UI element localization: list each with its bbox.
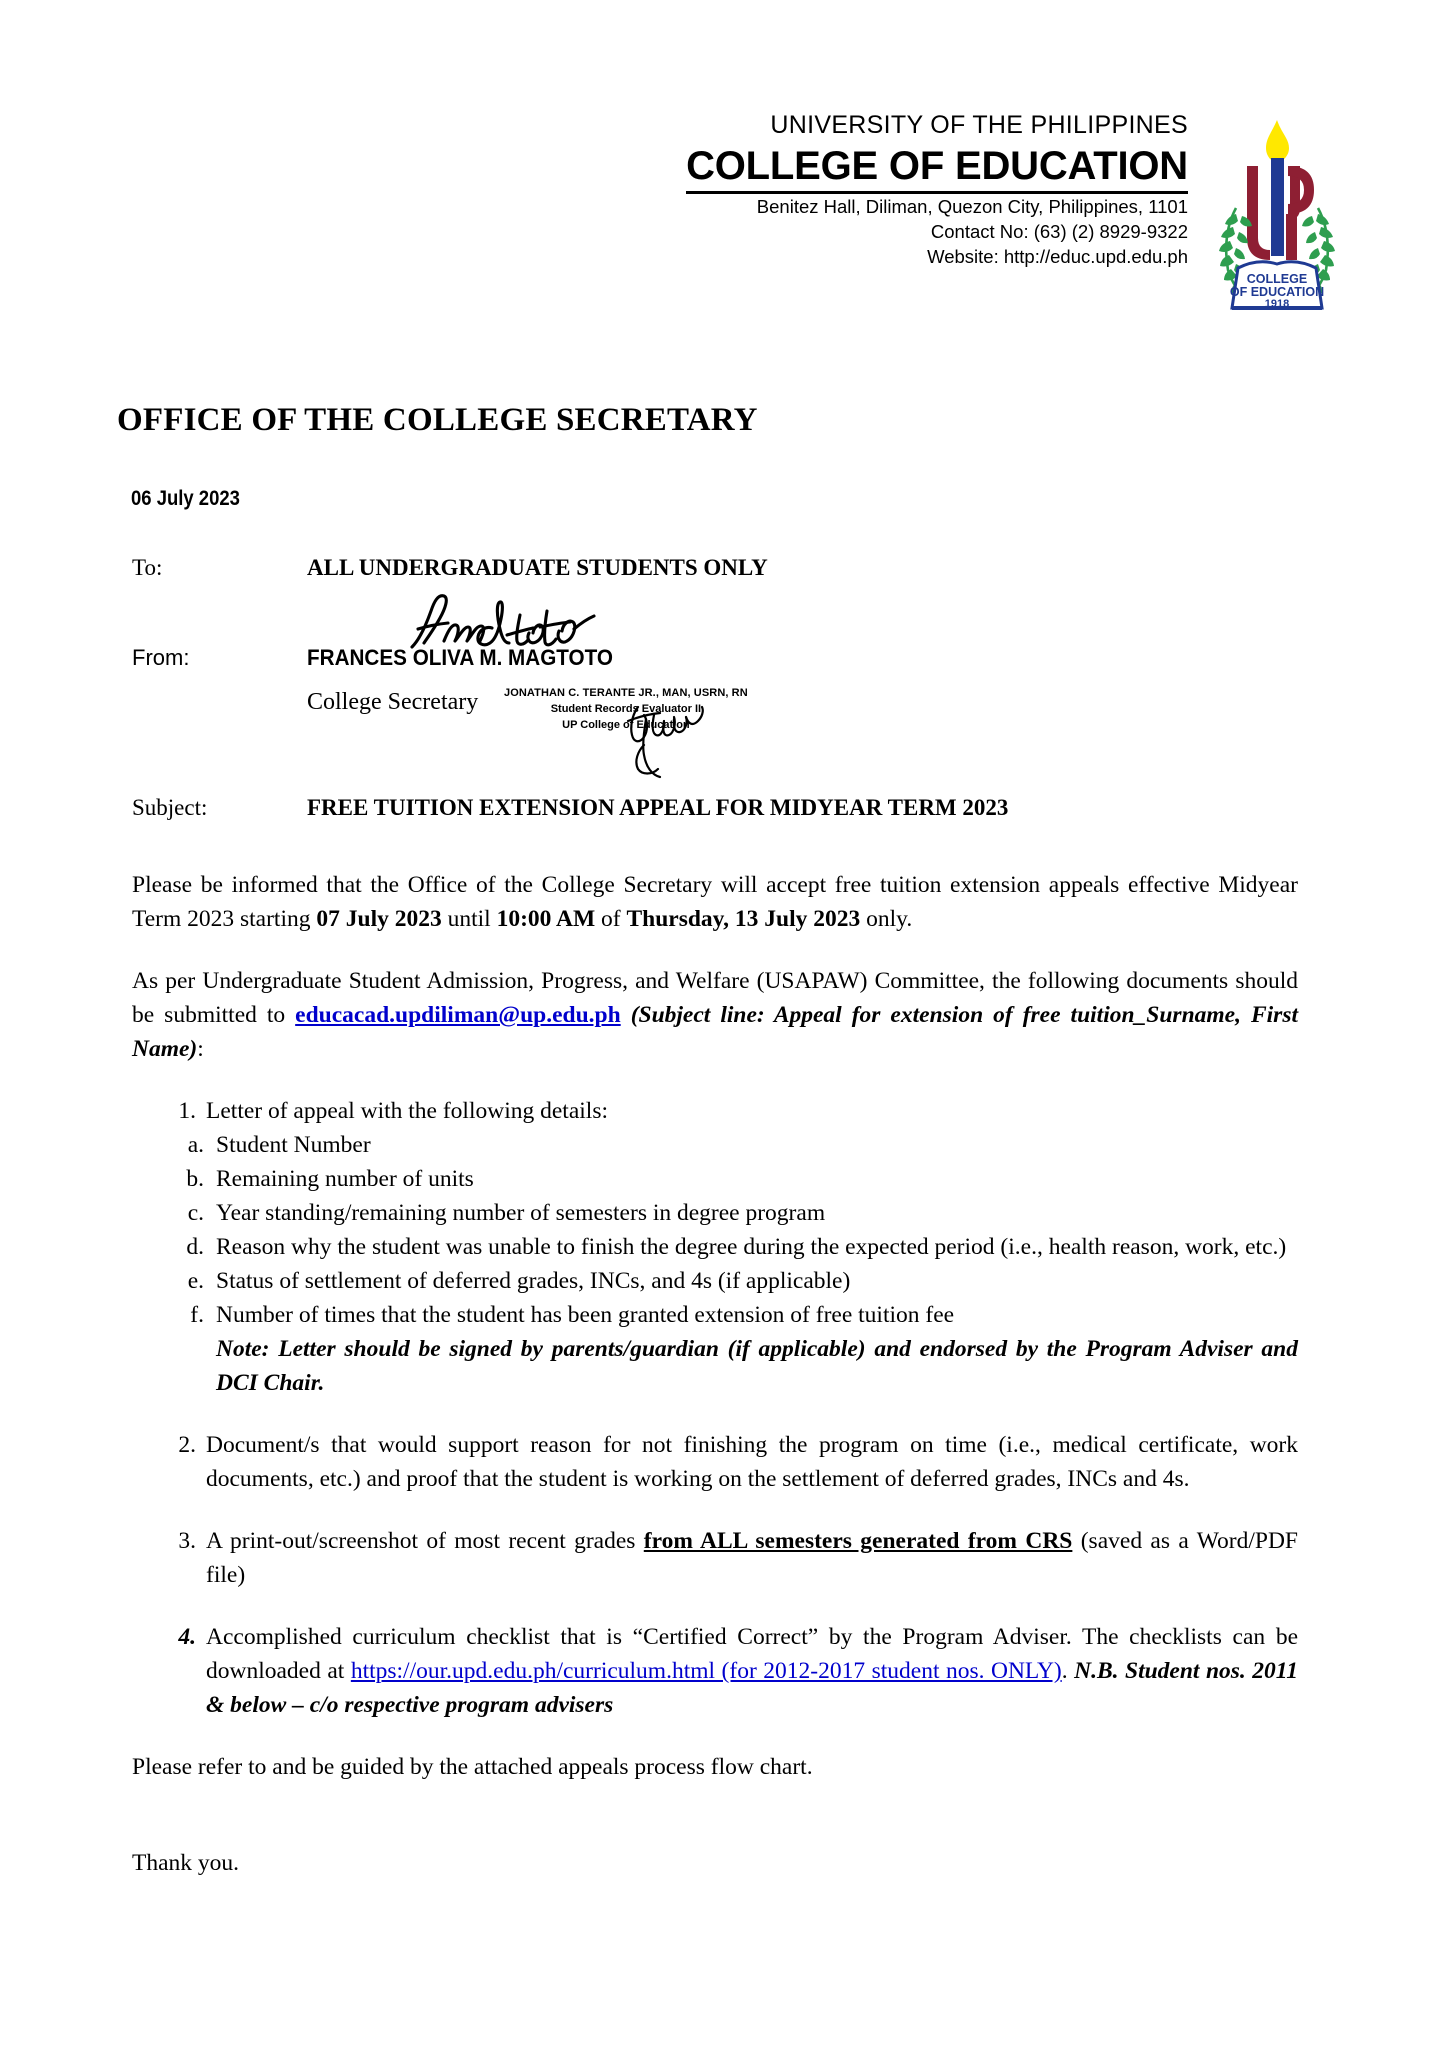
sublist-item-b-marker: b. [186, 1166, 204, 1192]
to-label: To: [132, 555, 163, 580]
list-item-2-text: Document/s that would support reason for not finishing the program on time (i.e., medical certificate, work documents, etc.) and proof that the student is working on the settlement of deferred grades, INCs and 4s. [206, 1432, 1298, 1492]
sublist-item-b [132, 1162, 1298, 1196]
college-seal-logo [1202, 108, 1352, 318]
document-date: 06 July 2023 [131, 487, 240, 510]
letter-sublist [132, 1128, 1298, 1332]
sublist-item-a-text: Student Number [216, 1132, 371, 1158]
from-name: FRANCES OLIVA M. MAGTOTO [307, 645, 613, 670]
to-value: ALL UNDERGRADUATE STUDENTS ONLY [307, 555, 768, 580]
list-item-3-text-a: A print-out/screenshot of most recent grades [206, 1528, 644, 1554]
sublist-item-e-marker: e. [187, 1268, 204, 1294]
paragraph-announcement [132, 868, 1298, 936]
banner-line1: COLLEGE [1246, 272, 1308, 286]
letterhead [0, 108, 1449, 328]
p2-colon: : [197, 1036, 204, 1062]
evaluator-role: Student Records Evaluator II [550, 703, 702, 715]
sublist-item-a [132, 1128, 1298, 1162]
subject-label: Subject: [132, 795, 208, 820]
page-title: OFFICE OF THE COLLEGE SECRETARY [117, 402, 758, 438]
list-item-3 [132, 1524, 1298, 1592]
seal-letter-u-left [1247, 166, 1270, 260]
list-item-4-nb: N.B. Student nos. 2011 & below – c/o respective program advisers [206, 1658, 1298, 1718]
curriculum-url-link[interactable]: https://our.upd.edu.ph/curriculum.html (for 2012-2017 student nos. ONLY) [350, 1658, 1062, 1684]
p2-spacer [621, 1002, 631, 1028]
sublist-item-c [132, 1196, 1298, 1230]
p1-start-date: 07 July 2023 [316, 906, 442, 932]
sublist-item-b-text: Remaining number of units [216, 1166, 474, 1192]
sublist-item-d [132, 1230, 1298, 1264]
list-item-3-text-b: (saved as a Word/PDF file) [206, 1528, 1298, 1588]
list-item-4-text-b: . [1061, 1658, 1075, 1684]
letter-note: Note: Letter should be signed by parents/guardian (if applicable) and endorsed by the Program Adviser and DCI Chair. [216, 1336, 1298, 1396]
letter-body [132, 868, 1298, 1880]
sublist-item-c-text: Year standing/remaining number of semesters in degree program [216, 1200, 826, 1226]
subject-value: FREE TUITION EXTENSION APPEAL FOR MIDYEAR TERM 2023 [307, 795, 1009, 820]
seal-svg [1202, 108, 1352, 318]
sublist-item-f [132, 1298, 1298, 1332]
sublist-item-d-marker: d. [186, 1234, 204, 1260]
evaluator-name: JONATHAN C. TERANTE JR., MAN, USRN, RN [504, 687, 748, 699]
from-role: College Secretary [307, 689, 479, 715]
university-name: UNIVERSITY OF THE PHILIPPINES [770, 111, 1188, 139]
closing-thanks: Thank you. [132, 1850, 240, 1876]
sublist-item-e [132, 1264, 1298, 1298]
seal-letter-p-leg [1286, 214, 1297, 260]
letterhead-website: Website: http://educ.upd.edu.ph [927, 246, 1188, 267]
college-name: COLLEGE OF EDUCATION [686, 142, 1188, 194]
list-item-4-marker: 4. [178, 1624, 196, 1650]
evaluator-org: UP College of Education [562, 719, 690, 731]
sublist-item-c-marker: c. [187, 1200, 204, 1226]
sublist-item-a-marker: a. [187, 1132, 204, 1158]
signature-terante [620, 699, 710, 779]
letterhead-address: Benitez Hall, Diliman, Quezon City, Philippines, 1101 [756, 196, 1188, 217]
p1-deadline-time: 10:00 AM [496, 906, 596, 932]
email-link[interactable]: educacad.updiliman@up.edu.ph [295, 1002, 621, 1028]
sublist-item-f-marker: f. [190, 1302, 204, 1328]
list-item-3-marker: 3. [178, 1528, 196, 1554]
signature-terante-svg [620, 699, 710, 779]
sublist-item-e-text: Status of settlement of deferred grades, INCs, and 4s (if applicable) [216, 1268, 851, 1294]
p1-part-g: only. [860, 906, 913, 932]
flame-icon [1266, 120, 1289, 164]
sublist-item-d-text: Reason why the student was unable to finish the degree during the expected period (i.e., health reason, work, etc.) [216, 1234, 1287, 1260]
list-item-2-marker: 2. [178, 1432, 196, 1458]
p1-part-a: Please be informed that the Office of the College Secretary will accept free tuition extension appeals effective Midyear Term 2023 starting [132, 872, 1298, 932]
seal-letter-i [1271, 158, 1284, 256]
p2-subject-line-note: (Subject line: Appeal for extension of free tuition_Surname, First Name) [132, 1002, 1299, 1062]
banner-year: 1918 [1264, 298, 1290, 310]
evaluator-signature-block [504, 685, 748, 733]
p1-part-c: until [441, 906, 497, 932]
paragraph-usapaw [132, 964, 1298, 1066]
sublist-item-f-text: Number of times that the student has been granted extension of free tuition fee [216, 1302, 955, 1328]
banner-line2: OF EDUCATION [1229, 285, 1325, 299]
list-item-4-text-a: Accomplished curriculum checklist that is “Certified Correct” by the Program Adviser. The checklists can be downloaded at [206, 1624, 1298, 1684]
closing-refer: Please refer to and be guided by the attached appeals process flow chart. [132, 1754, 813, 1780]
letterhead-contact: Contact No: (63) (2) 8929-9322 [930, 221, 1188, 242]
list-item-3-emphasis: from ALL semesters generated from CRS [643, 1528, 1073, 1554]
letterhead-text [0, 108, 1188, 269]
list-item-4 [132, 1620, 1298, 1722]
p2-part-a: As per Undergraduate Student Admission, Progress, and Welfare (USAPAW) Committee, the following documents should be submitted to [132, 968, 1298, 1028]
p1-part-e: of [595, 906, 627, 932]
list-item-1-marker: 1. [178, 1098, 196, 1124]
list-item-1 [132, 1094, 1298, 1128]
requirements-list [132, 1094, 1298, 1722]
from-label: From: [132, 645, 190, 670]
list-item-1-text: Letter of appeal with the following details: [206, 1098, 608, 1124]
list-item-2 [132, 1428, 1298, 1496]
p1-deadline-date: Thursday, 13 July 2023 [626, 906, 861, 932]
